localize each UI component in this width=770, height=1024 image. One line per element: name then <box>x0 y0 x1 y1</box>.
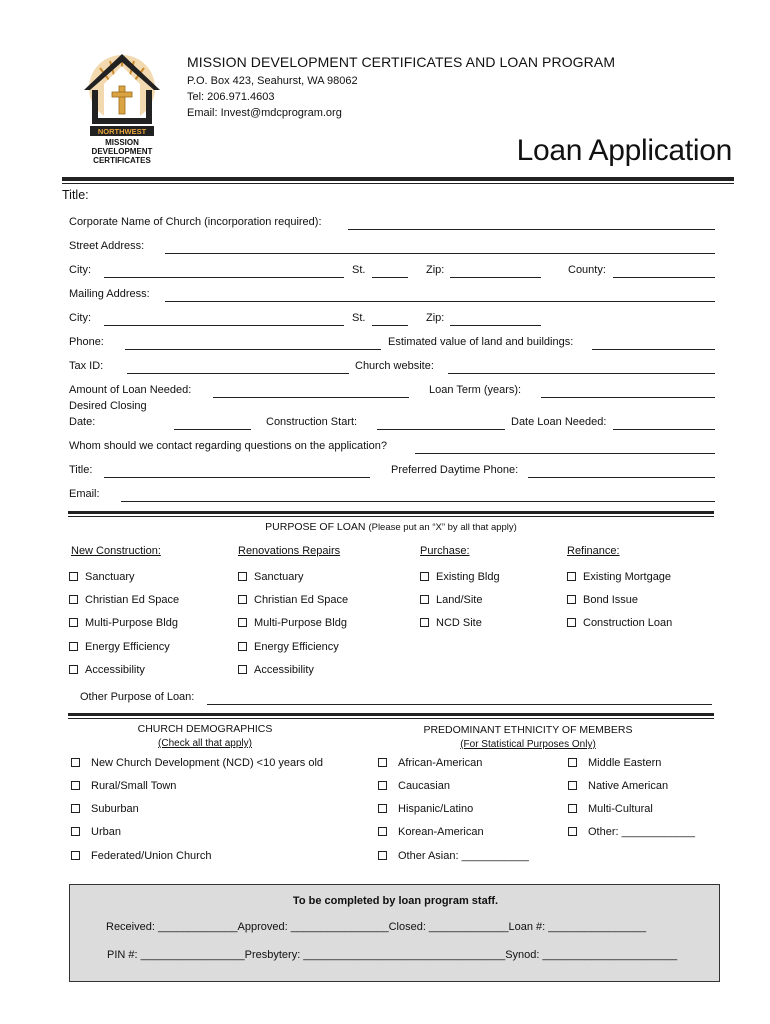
checkbox-label: Construction Loan <box>583 617 673 629</box>
renovations-heading: Renovations Repairs <box>238 545 341 557</box>
checkbox-ren-accessibility[interactable] <box>238 664 314 676</box>
checkbox-label: Multi-Purpose Bldg <box>254 617 347 629</box>
checkbox-label: Sanctuary <box>85 571 135 583</box>
checkbox-demo-federated[interactable] <box>71 850 211 862</box>
mailing-state-field[interactable] <box>372 325 408 326</box>
checkbox-label: Native American <box>588 780 669 792</box>
checkbox-label: Accessibility <box>254 664 314 676</box>
new-construction-heading: New Construction: <box>71 545 161 557</box>
demographics-divider-thick <box>68 713 714 716</box>
checkbox-ren-christian-ed[interactable] <box>238 594 348 606</box>
checkbox-label: Multi-Cultural <box>588 803 653 815</box>
checkbox-box[interactable] <box>238 595 247 604</box>
purpose-heading-note: (Please put an “X” by all that apply) <box>368 522 517 533</box>
daytime-phone-field[interactable] <box>528 477 715 478</box>
date-loan-needed-field[interactable] <box>613 429 715 430</box>
phone-label: Phone: <box>69 336 104 348</box>
checkbox-box[interactable] <box>378 781 387 790</box>
mailing-field[interactable] <box>165 301 715 302</box>
checkbox-box[interactable] <box>69 595 78 604</box>
checkbox-label: Sanctuary <box>254 571 304 583</box>
checkbox-refi-mortgage[interactable] <box>567 571 671 583</box>
mailing-city-label: City: <box>69 312 91 324</box>
mailing-state-label: St. <box>352 312 366 324</box>
checkbox-box[interactable] <box>69 665 78 674</box>
checkbox-eth-native[interactable] <box>568 780 668 792</box>
construction-start-field[interactable] <box>377 429 505 430</box>
desired-closing-field[interactable] <box>174 429 251 430</box>
checkbox-box[interactable] <box>567 595 576 604</box>
checkbox-demo-urban[interactable] <box>71 826 121 838</box>
org-email: Email: Invest@mdcprogram.org <box>187 107 342 119</box>
city-label: City: <box>69 264 91 276</box>
staff-section <box>69 884 720 982</box>
ethnicity-subheading: (For Statistical Purposes Only) <box>460 739 596 750</box>
checkbox-label: Hispanic/Latino <box>398 803 474 815</box>
checkbox-ren-multipurpose[interactable] <box>238 617 347 629</box>
checkbox-label: Caucasian <box>398 780 450 792</box>
checkbox-label: Rural/Small Town <box>91 780 177 792</box>
checkbox-label: Korean-American <box>398 826 484 838</box>
ethnicity-heading: PREDOMINANT ETHNICITY OF MEMBERS <box>423 724 633 736</box>
checkbox-refi-bond[interactable] <box>567 594 638 606</box>
staff-line-pin[interactable]: PIN #: _________________Presbytery: _________________________________Synod: ______________________ <box>107 949 678 961</box>
desired-closing-date-label: Date: <box>69 416 96 428</box>
other-purpose-field[interactable] <box>207 704 712 705</box>
checkbox-refi-construction[interactable] <box>567 617 672 629</box>
zip-field[interactable] <box>450 277 541 278</box>
mailing-zip-label: Zip: <box>426 312 445 324</box>
org-address: P.O. Box 423, Seahurst, WA 98062 <box>187 75 358 87</box>
tax-id-label: Tax ID: <box>69 360 104 372</box>
loan-term-field[interactable] <box>541 397 715 398</box>
checkbox-label: Christian Ed Space <box>85 594 180 606</box>
checkbox-label: Energy Efficiency <box>254 641 339 653</box>
mailing-zip-field[interactable] <box>450 325 541 326</box>
checkbox-label: Multi-Purpose Bldg <box>85 617 178 629</box>
checkbox-box[interactable] <box>567 618 576 627</box>
checkbox-box[interactable] <box>420 595 429 604</box>
state-field[interactable] <box>372 277 408 278</box>
city-field[interactable] <box>104 277 344 278</box>
checkbox-nc-multipurpose[interactable] <box>69 617 178 629</box>
checkbox-label: Existing Bldg <box>436 571 500 583</box>
checkbox-box[interactable] <box>71 758 80 767</box>
loan-amount-field[interactable] <box>213 397 409 398</box>
checkbox-box[interactable] <box>238 618 247 627</box>
checkbox-demo-rural[interactable] <box>71 780 176 792</box>
title-label: Title: <box>69 464 93 476</box>
checkbox-box[interactable] <box>71 827 80 836</box>
demographics-subheading: (Check all that apply) <box>158 738 252 749</box>
checkbox-purchase-existing[interactable] <box>420 571 500 583</box>
checkbox-box[interactable] <box>567 572 576 581</box>
checkbox-box[interactable] <box>378 758 387 767</box>
checkbox-label: Other Asian: ___________ <box>398 850 529 862</box>
checkbox-box[interactable] <box>568 758 577 767</box>
demographics-heading: CHURCH DEMOGRAPHICS <box>137 723 273 735</box>
purpose-heading-label: PURPOSE OF LOAN <box>265 521 366 533</box>
checkbox-nc-sanctuary[interactable] <box>69 571 135 583</box>
checkbox-ren-sanctuary[interactable] <box>238 571 304 583</box>
purpose-heading <box>68 521 714 533</box>
checkbox-label: Bond Issue <box>583 594 639 606</box>
est-value-label: Estimated value of land and buildings: <box>388 336 574 348</box>
county-label: County: <box>568 264 606 276</box>
street-field[interactable] <box>165 253 715 254</box>
checkbox-box[interactable] <box>568 781 577 790</box>
refinance-heading: Refinance: <box>567 545 620 557</box>
checkbox-box[interactable] <box>238 642 247 651</box>
contact-field[interactable] <box>415 453 715 454</box>
tax-id-field[interactable] <box>127 373 349 374</box>
checkbox-demo-ncd[interactable] <box>71 757 323 769</box>
corporate-name-field[interactable] <box>348 229 715 230</box>
logo-text-mission: MISSION <box>105 138 139 147</box>
checkbox-ren-energy[interactable] <box>238 641 339 653</box>
checkbox-nc-energy[interactable] <box>69 641 170 653</box>
checkbox-box[interactable] <box>238 572 247 581</box>
mailing-label: Mailing Address: <box>69 288 150 300</box>
header-divider-thin <box>62 183 734 184</box>
checkbox-box[interactable] <box>420 572 429 581</box>
checkbox-eth-other[interactable] <box>568 826 695 838</box>
checkbox-nc-christian-ed[interactable] <box>69 594 179 606</box>
email-label: Email: <box>69 488 100 500</box>
loan-amount-label: Amount of Loan Needed: <box>69 384 192 396</box>
checkbox-label: Energy Efficiency <box>85 641 170 653</box>
date-loan-needed-label: Date Loan Needed: <box>511 416 607 428</box>
website-field[interactable] <box>448 373 715 374</box>
checkbox-box[interactable] <box>568 804 577 813</box>
checkbox-purchase-land[interactable] <box>420 594 482 606</box>
checkbox-box[interactable] <box>71 781 80 790</box>
checkbox-label: Accessibility <box>85 664 145 676</box>
checkbox-eth-hispanic[interactable] <box>378 803 473 815</box>
phone-field[interactable] <box>125 349 381 350</box>
logo-text-development: DEVELOPMENT <box>91 147 153 156</box>
section-a-title: Title: <box>62 188 89 202</box>
loan-term-label: Loan Term (years): <box>429 384 522 396</box>
checkbox-box[interactable] <box>69 642 78 651</box>
staff-line-received[interactable]: Received: _____________Approved: ________________Closed: _____________Loan #: ________________ <box>106 921 647 933</box>
checkbox-box[interactable] <box>378 851 387 860</box>
purpose-divider-thick <box>68 511 714 514</box>
checkbox-label: African-American <box>398 757 483 769</box>
header-divider-thick <box>62 177 734 181</box>
county-field[interactable] <box>613 277 715 278</box>
checkbox-box[interactable] <box>238 665 247 674</box>
checkbox-box[interactable] <box>378 827 387 836</box>
checkbox-eth-multicultural[interactable] <box>568 803 653 815</box>
page-title: Loan Application <box>516 134 732 167</box>
org-tel: Tel: 206.971.4603 <box>187 91 275 103</box>
checkbox-label: Christian Ed Space <box>254 594 349 606</box>
purchase-heading: Purchase: <box>420 545 470 557</box>
est-value-field[interactable] <box>592 349 715 350</box>
email-field[interactable] <box>121 501 715 502</box>
checkbox-label: NCD Site <box>436 617 482 629</box>
checkbox-box[interactable] <box>568 827 577 836</box>
zip-label: Zip: <box>426 264 445 276</box>
corporate-name-label: Corporate Name of Church (incorporation required): <box>69 216 322 228</box>
checkbox-label: Middle Eastern <box>588 757 662 769</box>
northwest-mdc-logo <box>80 52 164 168</box>
mailing-city-field[interactable] <box>104 325 344 326</box>
checkbox-box[interactable] <box>71 804 80 813</box>
checkbox-eth-korean[interactable] <box>378 826 484 838</box>
checkbox-label: Federated/Union Church <box>91 850 212 862</box>
staff-section-title: To be completed by loan program staff. <box>292 895 499 907</box>
checkbox-label: Other: ____________ <box>588 826 696 838</box>
demographics-divider-thin <box>68 718 714 719</box>
state-label: St. <box>352 264 366 276</box>
checkbox-nc-accessibility[interactable] <box>69 664 145 676</box>
checkbox-eth-other-asian[interactable] <box>378 850 529 862</box>
checkbox-box[interactable] <box>420 618 429 627</box>
checkbox-label: Urban <box>91 826 121 838</box>
checkbox-box[interactable] <box>69 572 78 581</box>
title-field[interactable] <box>104 477 370 478</box>
contact-label: Whom should we contact regarding questions on the application? <box>69 440 387 452</box>
org-title: MISSION DEVELOPMENT CERTIFICATES AND LOAN PROGRAM <box>187 54 616 70</box>
purpose-divider-thin <box>68 516 714 517</box>
checkbox-eth-caucasian[interactable] <box>378 780 450 792</box>
checkbox-label: Land/Site <box>436 594 483 606</box>
logo-text-certificates: CERTIFICATES <box>93 156 151 165</box>
checkbox-eth-middle-eastern[interactable] <box>568 757 661 769</box>
construction-start-label: Construction Start: <box>266 416 358 428</box>
website-label: Church website: <box>355 360 434 372</box>
checkbox-label: New Church Development (NCD) <10 years old <box>91 757 324 769</box>
checkbox-eth-african[interactable] <box>378 757 482 769</box>
other-purpose-label: Other Purpose of Loan: <box>80 691 195 703</box>
checkbox-demo-suburban[interactable] <box>71 803 139 815</box>
street-label: Street Address: <box>69 240 145 252</box>
checkbox-box[interactable] <box>69 618 78 627</box>
logo-text-northwest: NORTHWEST <box>97 127 147 136</box>
checkbox-label: Existing Mortgage <box>583 571 672 583</box>
checkbox-box[interactable] <box>378 804 387 813</box>
checkbox-purchase-ncd[interactable] <box>420 617 482 629</box>
desired-closing-label: Desired Closing <box>69 400 147 412</box>
daytime-phone-label: Preferred Daytime Phone: <box>391 464 519 476</box>
checkbox-box[interactable] <box>71 851 80 860</box>
checkbox-label: Suburban <box>91 803 139 815</box>
